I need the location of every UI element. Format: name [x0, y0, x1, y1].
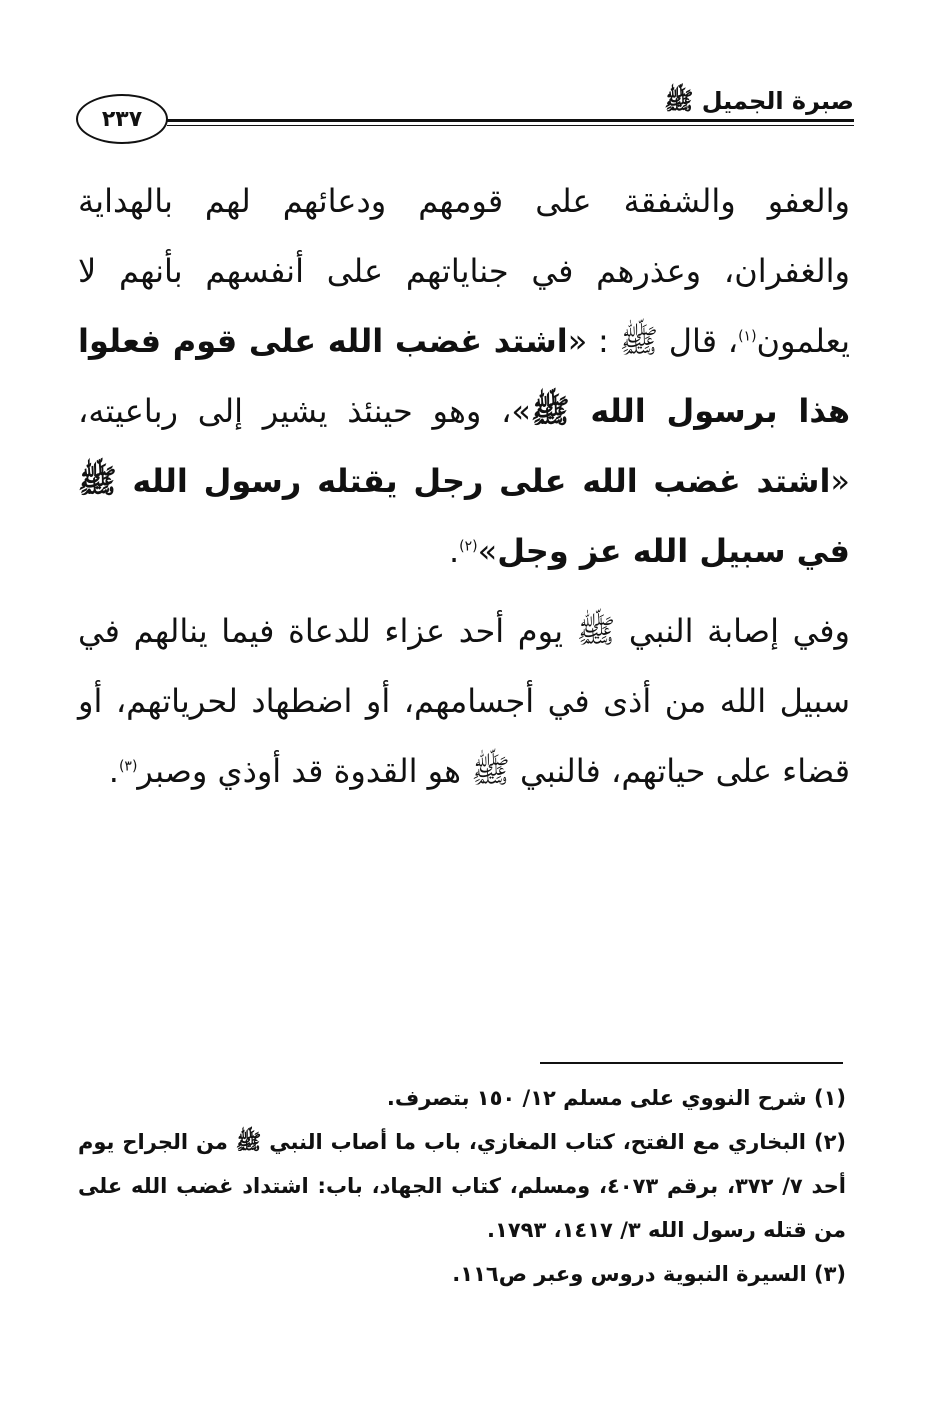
- paragraph-1: [78, 166, 850, 586]
- footnote-ref-3: (٣): [118, 758, 138, 775]
- p2-end: .: [108, 752, 119, 790]
- running-title: صبرة الجميل ﷺ: [664, 87, 854, 115]
- p1-text-5: .: [449, 532, 460, 570]
- hadith-quote-1: اشتد غضب الله على قوم فعلوا هذا برسول الله ﷺ: [78, 322, 851, 430]
- footnote-2: (٢) البخاري مع الفتح، كتاب المغازي، باب ما أصاب النبي ﷺ من الجراح يوم أحد ٧/ ٣٧٢، برقم ٤٠٧٣، ومسلم، كتاب الجهاد، باب: اشتداد غضب الله على من قتله رسول الله ٣/ ١٤١٧، ١٧٩٣.: [78, 1130, 846, 1242]
- page-number: ٢٣٧: [76, 94, 168, 144]
- header-rule-thin: [167, 125, 854, 126]
- p1-text-3: »، وهو حينئذ يشير إلى رباعيته، «: [78, 392, 850, 500]
- footnote-1: (١) شرح النووي على مسلم ١٢/ ١٥٠ بتصرف.: [386, 1086, 846, 1110]
- hadith-quote-2: اشتد غضب الله على رجل يقتله رسول الله ﷺ في سبيل الله عز وجل: [78, 462, 850, 570]
- header-rule-thick: [167, 119, 854, 122]
- footnote-3: (٣) السيرة النبوية دروس وعبر ص١١٦.: [452, 1262, 846, 1286]
- footnote-ref-1: (١): [738, 328, 757, 345]
- body-text: [78, 166, 850, 806]
- footnote-ref-2: (٢): [459, 538, 478, 555]
- paragraph-2: [78, 596, 850, 806]
- footnotes: [78, 1076, 846, 1296]
- p1-text-1: والعفو والشفقة على قومهم ودعائهم لهم بالهداية والغفران، وعذرهم في جناياتهم على أنفسهم بأنهم لا يعلمون: [78, 182, 851, 360]
- page-header: [72, 80, 854, 152]
- p1-text-4: »: [477, 532, 498, 570]
- p2-text: وفي إصابة النبي ﷺ يوم أحد عزاء للدعاة فيما ينالهم في سبيل الله من أذى في أجسامهم، أو اضطهاد لحرياتهم، أو قضاء على حياتهم، فالنبي ﷺ هو القدوة قد أوذي وصبر: [78, 612, 850, 790]
- p1-text-2: ، قال ﷺ : «: [567, 322, 739, 360]
- footnote-divider: [540, 1062, 843, 1064]
